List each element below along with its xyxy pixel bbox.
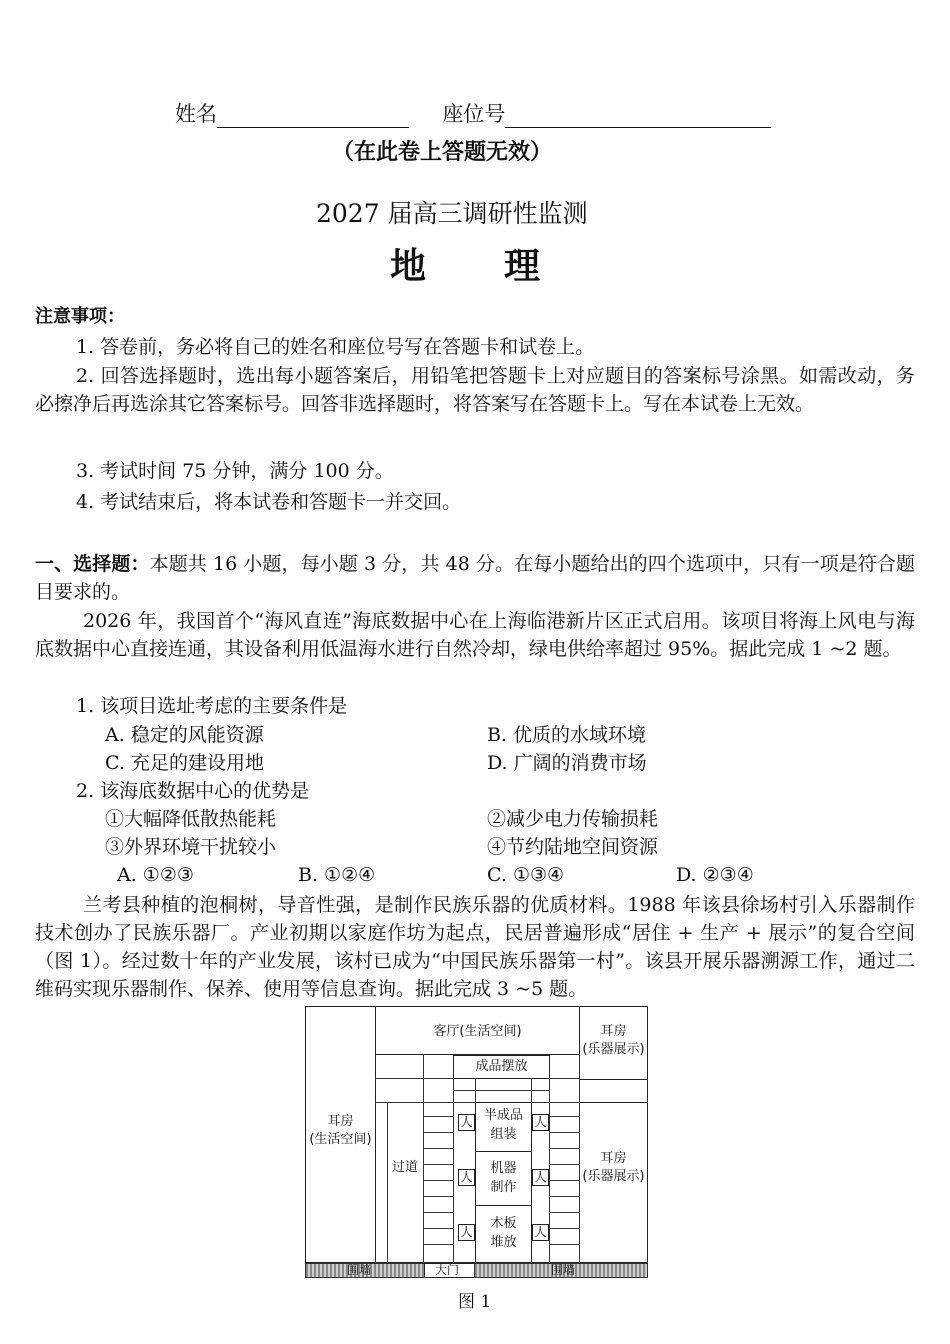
person-icon: 人 [532, 1114, 549, 1131]
notice-item-4: 4. 考试结束后，将本试卷和答题卡一并交回。 [76, 491, 462, 513]
q1-stem: 1. 该项目选址考虑的主要条件是 [76, 695, 348, 717]
wood-label-2: 堆放 [490, 1235, 517, 1250]
person-icon: 人 [458, 1224, 475, 1241]
invalid-note: （在此卷上答题无效） [332, 140, 553, 165]
name-seat-line [175, 100, 771, 128]
grid-line [423, 1055, 424, 1263]
q1-option-b[interactable]: B. 优质的水域环境 [487, 724, 647, 746]
grid-line [387, 1102, 388, 1263]
name-blank[interactable] [217, 107, 409, 128]
q1-option-c[interactable]: C. 充足的建设用地 [105, 752, 264, 774]
person-icon: 人 [458, 1114, 475, 1131]
ear-room-right-top-label-1: 耳房 [600, 1024, 627, 1039]
q2-option-c[interactable]: C. ①③④ [487, 864, 565, 886]
machine-label-1: 机器 [490, 1161, 517, 1176]
passage-1: 2026 年，我国首个“海风直连”海底数据中心在上海临港新片区正式启用。该项目将海上风电与海底数据中心直接连通，其设备利用低温海水进行自然冷却，绿电供给率超过 95%。据此完成 1 ~2 题。 [35, 610, 915, 660]
q2-statement-1: ①大幅降低散热能耗 [105, 808, 277, 830]
name-label: 姓名 [175, 102, 217, 126]
machine-label-2: 制作 [490, 1180, 517, 1195]
notice-title: 注意事项： [35, 306, 125, 327]
ear-room-right-label-1: 耳房 [600, 1151, 627, 1166]
exam-title: 2027 届高三调研性监测 [316, 199, 588, 228]
q1-option-d[interactable]: D. 广阔的消费市场 [487, 752, 647, 774]
gate-label: 大门 [435, 1263, 460, 1277]
passage-label: 过道 [391, 1160, 418, 1175]
wood-board-stack-area [475, 1205, 532, 1263]
person-icon: 人 [458, 1169, 475, 1186]
notice-item-3: 3. 考试时间 75 分钟，满分 100 分。 [76, 460, 394, 482]
living-room-label: 客厅(生活空间) [433, 1024, 522, 1039]
machine-making-area [475, 1151, 532, 1206]
section1-instruction-text: 本题共 16 小题，每小题 3 分，共 48 分。在每小题给出的四个选项中，只有一项是符合题目要求的。 [35, 553, 915, 603]
ear-room-right-top-label-2: (乐器展示) [582, 1042, 645, 1057]
seat-label: 座位号 [442, 102, 506, 126]
ear-room-left-label-1: 耳房 [327, 1114, 354, 1129]
passage-2: 兰考县种植的泡桐树，导音性强，是制作民族乐器的优质材料。1988 年该县徐场村引入乐器制作技术创办了民族乐器厂。产业初期以家庭作坊为起点，民居普遍形成“居住 + 生产 + 展示”的复合空间（图 1）。经过数十年的产业发展，该村已成为“中国民族乐器第一村”。该县开展乐器溯源工作，通过二维码实现乐器制作、保养、使用等信息查询。据此完成 3 ~5 题。 [35, 894, 915, 1000]
semi-finished-label-2: 组装 [490, 1127, 517, 1142]
grid-line [453, 1055, 454, 1263]
section1-instruction [35, 550, 915, 606]
q2-option-b[interactable]: B. ①②④ [298, 864, 376, 886]
q2-statement-4: ④节约陆地空间资源 [487, 836, 659, 858]
q2-option-a[interactable]: A. ①②③ [117, 864, 194, 886]
q2-option-d[interactable]: D. ②③④ [676, 864, 754, 886]
q2-statement-2: ②减少电力传输损耗 [487, 808, 659, 830]
q1-option-a[interactable]: A. 稳定的风能资源 [105, 724, 264, 746]
q2-stem: 2. 该海底数据中心的优势是 [76, 780, 310, 802]
ear-room-right-label-2: (乐器展示) [582, 1169, 645, 1184]
wood-label-1: 木板 [490, 1216, 517, 1231]
subject-title: 地 理 [390, 246, 543, 287]
figure-caption: 图 1 [458, 1292, 492, 1312]
person-icon: 人 [532, 1169, 549, 1186]
wall-label-right: 围墙 [551, 1263, 576, 1277]
ear-room-left-label-2: (生活空间) [309, 1132, 372, 1147]
q2-statement-3: ③外界环境干扰较小 [105, 836, 277, 858]
notice-item-1: 1. 答卷前，务必将自己的姓名和座位号写在答题卡和试卷上。 [76, 336, 595, 358]
seat-blank[interactable] [505, 107, 771, 128]
person-icon: 人 [532, 1224, 549, 1241]
notice-item-2: 2. 回答选择题时，选出每小题答案后，用铅笔把答题卡上对应题目的答案标号涂黑。如需改动，务必擦净后再选涂其它答案标号。回答非选择题时，将答案写在答题卡上。写在本试卷上无效。 [35, 365, 915, 415]
grid-line [579, 1055, 580, 1263]
section1-heading: 一、选择题： [35, 553, 150, 575]
figure-1-house-layout [305, 1006, 648, 1278]
semi-finished-label-1: 半成品 [483, 1108, 523, 1123]
grid-line [549, 1055, 550, 1263]
wall-label-left: 围墙 [347, 1263, 372, 1277]
product-display-label: 成品摆放 [475, 1059, 528, 1074]
